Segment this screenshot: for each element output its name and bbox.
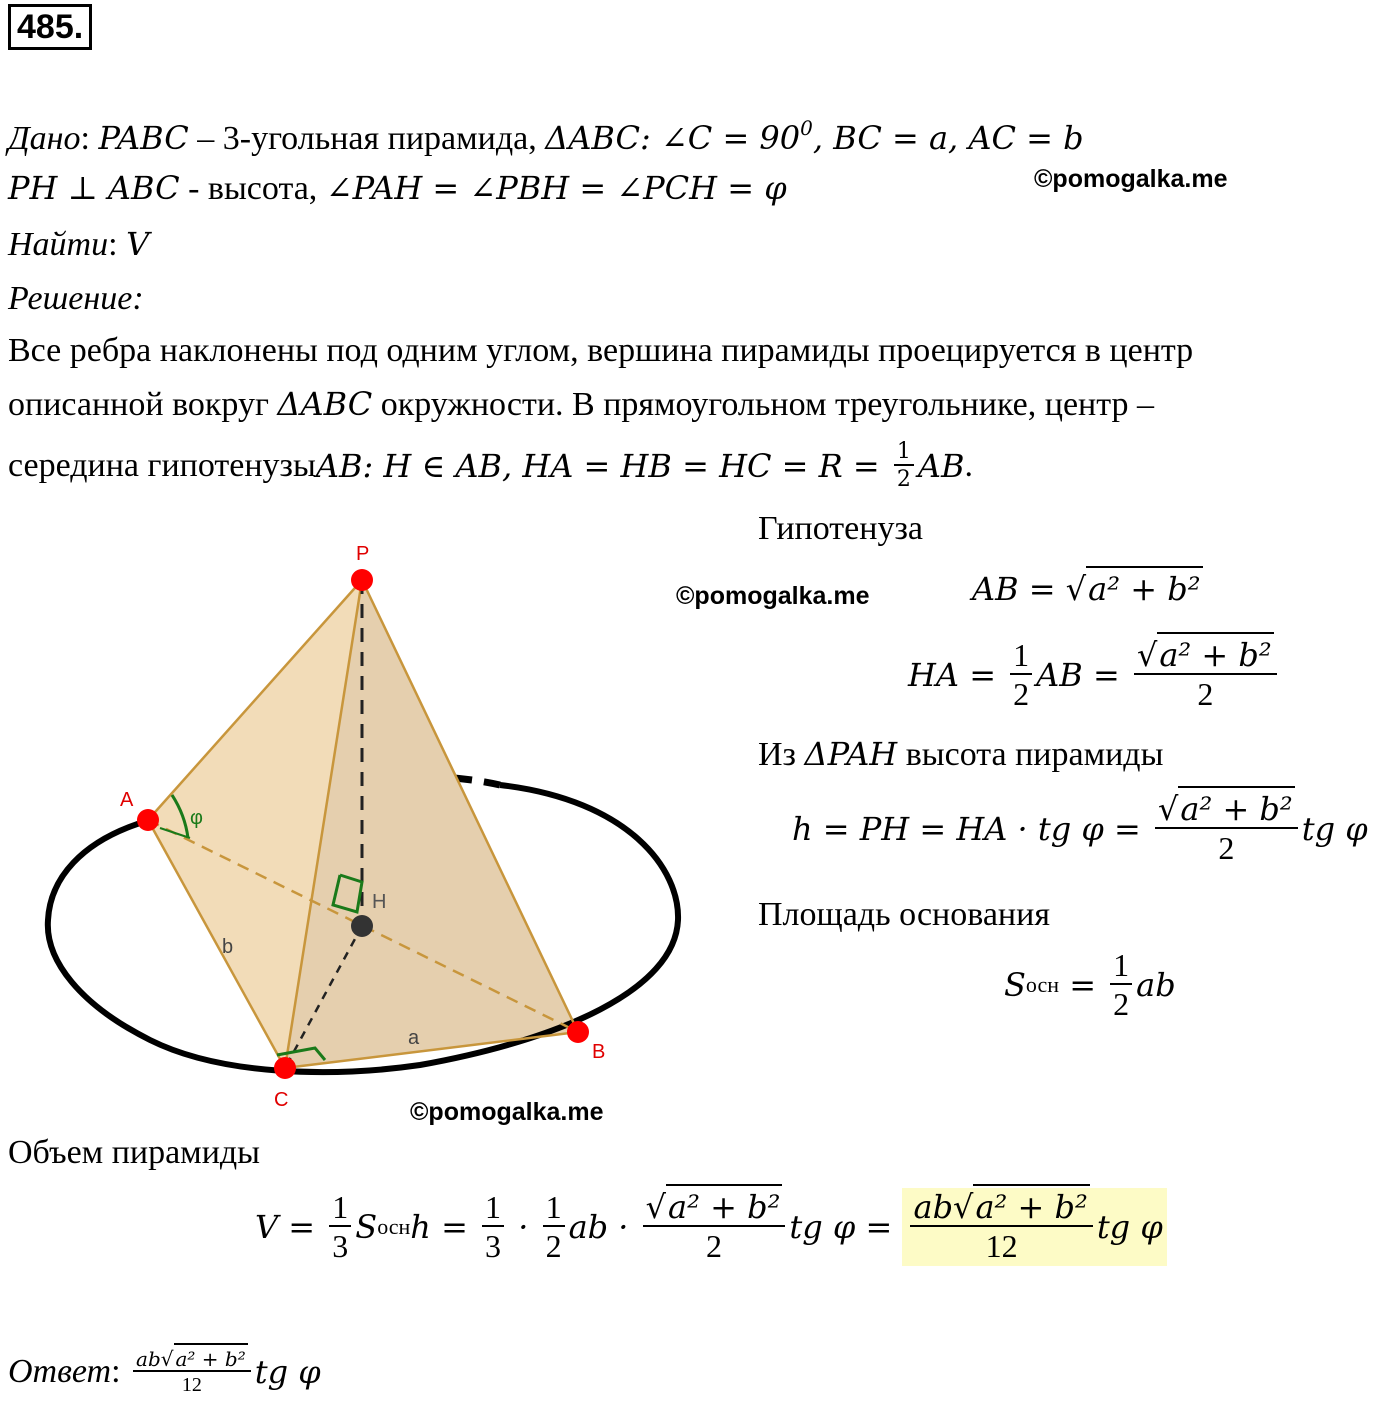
- ha-frac-sqrt-num: [1134, 638, 1277, 675]
- given-line-2: [8, 169, 787, 207]
- sqrt-icon: √: [1157, 790, 1179, 828]
- ha-frac-sqrt: [1134, 638, 1277, 712]
- vol-frac-third-den: 3: [332, 1228, 349, 1265]
- label-c: C: [274, 1089, 289, 1111]
- vol-result-tg-phi: tg φ: [1096, 1208, 1163, 1247]
- label-a-side: a: [408, 1027, 420, 1049]
- answer-frac: [133, 1348, 251, 1396]
- problem-number: 485.: [8, 4, 92, 50]
- solution-para-3-tail: AB: [917, 447, 965, 486]
- solution-para-2-a: описанной вокруг: [8, 386, 278, 423]
- solution-para-3: [8, 440, 973, 492]
- h-sqrt-content: a² + b²: [1178, 786, 1294, 828]
- vol-frac-sqrt: [643, 1190, 786, 1264]
- vol-frac-half-num: 1: [543, 1190, 565, 1227]
- vol-sqrt-content: a² + b²: [666, 1184, 782, 1226]
- sqrt-icon: √: [953, 1188, 974, 1226]
- ha-ab: AB =: [1036, 656, 1130, 695]
- given-expr-pabc: PABC: [98, 119, 189, 157]
- watermark-middle: ©pomogalka.me: [676, 582, 870, 610]
- pyramid-figure: [30, 535, 700, 1125]
- label-phi: φ: [190, 807, 203, 829]
- answer-sqrt-content: a² + b²: [174, 1343, 248, 1371]
- ab-formula: [972, 570, 1203, 608]
- find-value: V: [126, 225, 150, 263]
- area-frac: [1110, 948, 1132, 1022]
- sqrt-icon: √: [1136, 636, 1158, 674]
- area-ab: ab: [1136, 966, 1176, 1005]
- vol-result-sqrt-content: a² + b²: [973, 1184, 1089, 1226]
- vol-frac-third-2-den: 3: [485, 1228, 502, 1265]
- point-p: [351, 569, 373, 591]
- sqrt-icon: √: [1065, 570, 1087, 608]
- ha-frac-num: 1: [1010, 638, 1032, 675]
- area-label: Площадь основания: [758, 896, 1050, 933]
- area-s: S: [1004, 966, 1026, 1005]
- answer-ab: ab: [136, 1347, 161, 1371]
- answer-colon: :: [111, 1353, 130, 1390]
- area-frac-num: 1: [1110, 948, 1132, 985]
- watermark-bottom: ©pomogalka.me: [410, 1098, 604, 1126]
- point-c: [274, 1057, 296, 1079]
- vol-v-eq: V =: [255, 1208, 326, 1247]
- vol-s: S: [355, 1208, 378, 1247]
- solution-para-1: Все ребра наклонены под одним углом, вершина пирамиды проецируется в центр: [8, 332, 1194, 369]
- vol-result-frac: [910, 1190, 1092, 1264]
- vol-frac-third-2-num: 1: [482, 1190, 504, 1227]
- ha-frac-sqrt-den: 2: [1197, 676, 1214, 713]
- vol-frac-third-2: [482, 1190, 504, 1264]
- vol-tg-phi: tg φ: [789, 1208, 856, 1247]
- answer-line: [8, 1348, 321, 1396]
- vol-frac-third-num: 1: [329, 1190, 351, 1227]
- given-label: Дано: [8, 120, 81, 157]
- label-h: H: [372, 891, 387, 913]
- ab-sqrt: [1066, 570, 1203, 608]
- ab-lhs: AB =: [972, 570, 1066, 608]
- label-b-side: b: [222, 936, 234, 958]
- h-lhs: h = PH = HA · tg φ =: [792, 810, 1151, 849]
- h-formula: [792, 792, 1368, 866]
- solution-label: Решение: [8, 280, 133, 317]
- point-b: [567, 1021, 589, 1043]
- given-line-1: Дано: PABC – 3-угольная пирамида, ΔABC: ∠C = $90^0$, BC = a, AC = b: [8, 116, 1084, 157]
- label-p: P: [356, 543, 370, 565]
- given-expr-sides: , BC = a, AC = b: [812, 119, 1084, 157]
- watermark-top: ©pomogalka.me: [1034, 165, 1228, 193]
- given-expr-angles: ∠PAH = ∠PBH = ∠PCH = φ: [325, 169, 787, 207]
- sqrt-icon: √: [160, 1347, 174, 1371]
- hypotenuse-label: Гипотенуза: [758, 510, 923, 547]
- vol-ab-dot: ab ·: [568, 1208, 639, 1247]
- h-frac: [1155, 792, 1298, 866]
- vol-dot: ·: [508, 1208, 539, 1247]
- vol-frac-half: [543, 1190, 565, 1264]
- ha-lhs: HA =: [908, 656, 1007, 695]
- vol-eq: =: [855, 1208, 903, 1247]
- find-label: Найти: [8, 226, 109, 263]
- height-label-a: Из: [758, 736, 805, 773]
- solution-para-2: [8, 385, 1155, 423]
- ab-sqrt-content: a² + b²: [1086, 566, 1202, 608]
- solution-para-2-b: окружности. В прямоугольном треугольнике, центр –: [372, 386, 1155, 423]
- solution-para-2-expr: ΔABC: [277, 385, 373, 423]
- point-a: [137, 809, 159, 831]
- answer-label: Ответ: [8, 1353, 112, 1390]
- height-label-expr: ΔPAH: [804, 735, 898, 773]
- h-tg-phi: tg φ: [1301, 810, 1368, 849]
- solution-para-3-expr: AB: H ∈ AB, HA = HB = HC = R =: [315, 447, 890, 486]
- ha-frac-den: 2: [1013, 676, 1030, 713]
- ha-sqrt-content: a² + b²: [1157, 632, 1273, 674]
- find-line: Найти: V: [8, 225, 150, 263]
- sqrt-icon: √: [645, 1188, 667, 1226]
- area-frac-den: 2: [1113, 986, 1130, 1023]
- vol-frac-third: [329, 1190, 351, 1264]
- volume-label: Объем пирамиды: [8, 1134, 261, 1171]
- height-label: [758, 735, 1164, 773]
- answer-tg-phi: tg φ: [254, 1353, 321, 1391]
- h-frac-den: 2: [1218, 830, 1235, 867]
- height-label-b: высота пирамиды: [897, 736, 1164, 773]
- point-h: [351, 915, 373, 937]
- solution-para-3-a: середина гипотенузы: [8, 447, 316, 485]
- ha-formula: [908, 638, 1281, 712]
- vol-frac-half-den: 2: [545, 1228, 562, 1265]
- volume-formula: [255, 1188, 1167, 1266]
- frac-den: 2: [896, 467, 911, 493]
- label-b: B: [592, 1041, 606, 1063]
- label-a: A: [120, 789, 134, 811]
- given-text-height: - высота,: [179, 170, 326, 207]
- area-formula: [1004, 948, 1176, 1022]
- given-expr-degree: 0: [800, 116, 813, 140]
- vol-result-ab: ab: [913, 1188, 954, 1226]
- ha-frac-half: [1010, 638, 1032, 712]
- vol-h: h =: [410, 1208, 479, 1247]
- solution-para-3-dot: .: [964, 447, 973, 485]
- vol-frac-sqrt-den: 2: [706, 1228, 723, 1265]
- vol-result-highlight: [902, 1188, 1166, 1266]
- area-s-sub: осн: [1025, 972, 1060, 998]
- given-expr-abc: ΔABC: ∠C = 90: [545, 119, 801, 157]
- answer-den: 12: [181, 1374, 202, 1396]
- frac-num: 1: [894, 440, 914, 466]
- vol-result-den: 12: [985, 1228, 1018, 1265]
- solution-heading: Решение:: [8, 280, 144, 317]
- given-expr-ph: PH ⊥ ABC: [8, 169, 180, 207]
- given-text-1: – 3-угольная пирамида,: [188, 120, 546, 157]
- area-eq: =: [1059, 966, 1107, 1005]
- solution-para-3-frac: [894, 440, 914, 492]
- vol-s-sub: осн: [377, 1214, 411, 1240]
